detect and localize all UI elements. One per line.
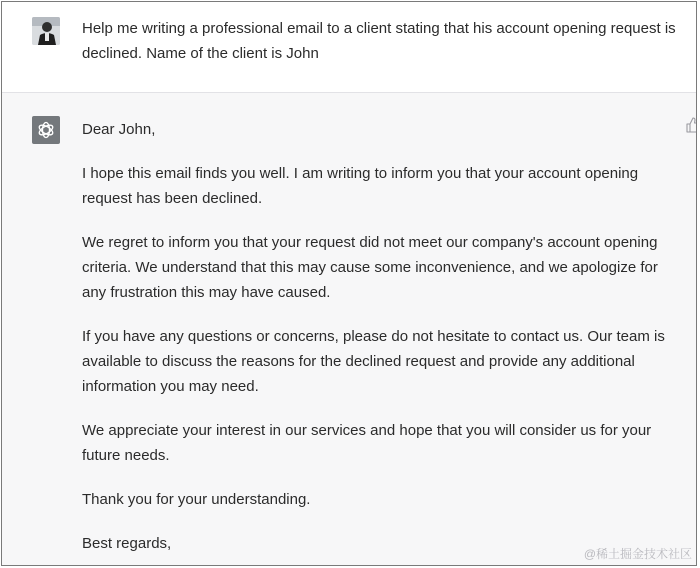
user-prompt-text: Help me writing a professional email to a client stating that his account opening request is declined. Name of the client is John	[82, 20, 676, 62]
email-paragraph: We appreciate your interest in our services and hope that you will consider us for your future needs.	[82, 422, 652, 464]
email-signoff: Best regards,	[82, 535, 172, 552]
email-paragraph: I hope this email finds you well. I am writing to inform you that your account opening request has been declined.	[82, 165, 639, 207]
assistant-message-row	[2, 93, 696, 565]
openai-logo-icon	[36, 120, 56, 140]
user-message-row	[2, 2, 696, 93]
user-avatar	[32, 17, 60, 45]
watermark: @稀土掘金技术社区	[583, 547, 692, 561]
assistant-response-text	[82, 117, 682, 566]
email-paragraph: If you have any questions or concerns, please do not hesitate to contact us. Our team is available to discuss the reasons for the declined request and provide any additional information you may need.	[82, 328, 665, 395]
chat-window	[1, 1, 697, 566]
email-paragraph: Thank you for your understanding.	[82, 491, 311, 508]
user-photo-icon	[32, 17, 60, 45]
thumbs-up-icon[interactable]	[686, 117, 697, 133]
email-paragraph: We regret to inform you that your request did not meet our company's account opening criteria. We understand that this may cause some inconvenience, and we apologize for any frustration this may have caused.	[82, 234, 658, 301]
email-greeting: Dear John,	[82, 121, 156, 138]
assistant-avatar	[32, 116, 60, 144]
